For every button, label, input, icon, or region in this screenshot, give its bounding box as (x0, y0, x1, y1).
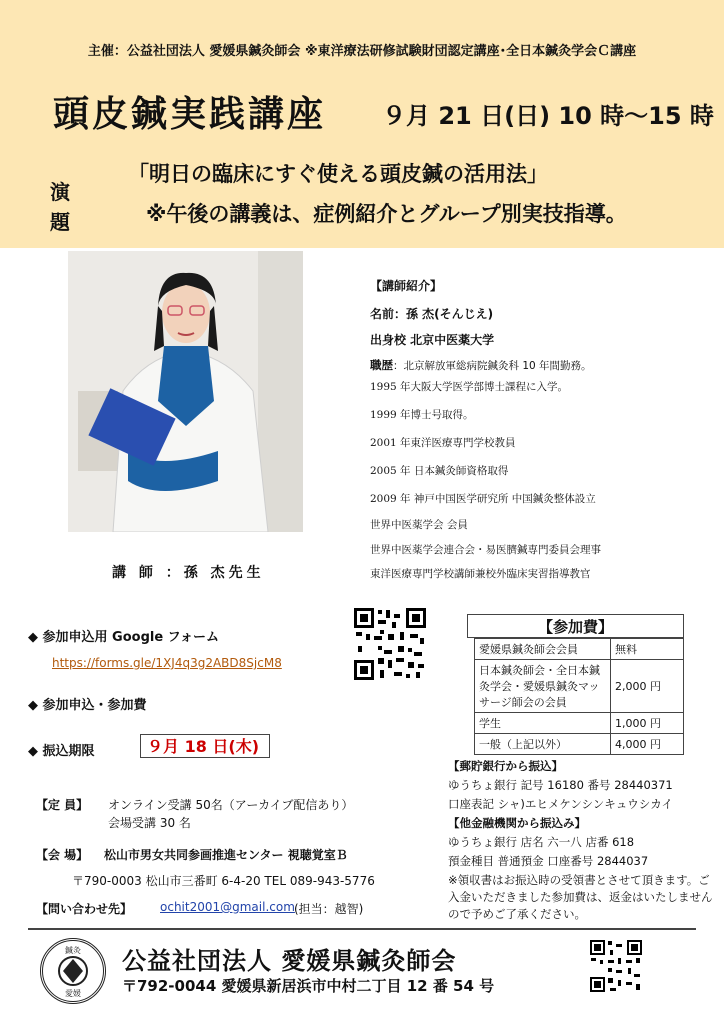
enda-label-1: 演 (50, 180, 70, 204)
venue-label: 【会 場】 (36, 848, 89, 862)
lecture-note: ※午後の講義は、症例紹介とグループ別実技指導。 (146, 202, 627, 226)
capacity-label: 【定 員】 (36, 798, 89, 812)
course-date: ９月 21 日(日) 10 時～15 時 (382, 102, 714, 130)
history-item: 2009 年 神戸中国医学研究所 中国鍼灸整体設立 (370, 493, 596, 505)
postal-line-1: ゆうちょ銀行 記号 16180 番号 28440371 (448, 778, 673, 792)
table-row (475, 713, 684, 734)
google-form-label: ◆ 参加申込用 Google フォーム (28, 630, 220, 645)
association-address: 〒792-0044 愛媛県新居浜市中村二丁目 12 番 54 号 (122, 977, 495, 995)
history-item: 世界中医薬学会 会員 (370, 519, 468, 531)
capacity-online: オンライン受講 50名（アーカイブ配信あり） (108, 798, 354, 812)
qr-code-icon[interactable] (352, 606, 428, 682)
refund-notice-2: 入金いただきました参加費は、返金はいたしません (448, 890, 713, 904)
fee-category: 学生 (475, 713, 611, 734)
fee-category: 日本鍼灸師会・全日本鍼灸学会・愛媛県鍼灸マッサージ師会の会員 (475, 660, 611, 713)
fee-price: 無料 (611, 639, 684, 660)
enda-label-2: 題 (50, 210, 70, 234)
refund-notice-3: ので予めご了承ください。 (448, 907, 586, 921)
profile-heading: 【講師紹介】 (370, 279, 443, 293)
course-title: 頭皮鍼実践講座 (53, 94, 327, 135)
fee-table (474, 638, 684, 755)
profile-school: 出身校 北京中医薬大学 (370, 333, 495, 347)
association-logo (40, 938, 106, 1004)
capacity-venue: 会場受講 30 名 (108, 816, 191, 830)
career-first: ：北京解放軍総病院鍼灸科 10 年間勤務。 (393, 360, 592, 372)
other-bank-line-1: ゆうちょ銀行 店名 六一八 店番 618 (448, 835, 635, 849)
postal-line-2: 口座表記 シャ)エヒメケンシンキュウシカイ (448, 797, 673, 811)
deadline-date: ９月 18 日(木) (140, 734, 270, 758)
fee-title: 【参加費】 (467, 614, 684, 638)
venue-address: 〒790-0003 松山市三番町 6-4-20 TEL 089-943-5776 (72, 874, 375, 888)
contact-email-link[interactable]: ochit2001@gmail.com (160, 900, 295, 914)
history-item: 2001 年東洋医療専門学校教員 (370, 437, 516, 449)
fee-price: 1,000 円 (611, 713, 684, 734)
footer-qr-code-icon[interactable] (588, 938, 644, 994)
history-item: 2005 年 日本鍼灸師資格取得 (370, 465, 509, 477)
sponsor-line: 主催：公益社団法人 愛媛県鍼灸師会 ※東洋療法研修試験財団認定講座･全日本鍼灸学会Ｃ講座 (87, 44, 637, 59)
postal-heading: 【郵貯銀行から振込】 (448, 759, 563, 773)
lecture-theme: 「明日の臨床にすぐ使える頭皮鍼の活用法」 (128, 162, 548, 186)
venue-name: 松山市男女共同参画推進センター 視聴覚室Ｂ (104, 848, 348, 862)
logo-emblem-icon (43, 941, 103, 1001)
history-item: 東洋医療専門学校講師兼校外臨床実習指導教官 (370, 568, 591, 580)
fee-price: 4,000 円 (611, 734, 684, 755)
other-bank-heading: 【他金融機関から振込み】 (448, 816, 586, 830)
fee-price: 2,000 円 (611, 660, 684, 713)
deadline-label: ◆ 振込期限 (28, 744, 95, 759)
other-bank-line-2: 預金種目 普通預金 口座番号 2844037 (448, 854, 649, 868)
svg-text:愛媛: 愛媛 (65, 989, 81, 998)
history-item: 1995 年大阪大学医学部博士課程に入学。 (370, 381, 569, 393)
svg-text:鍼灸: 鍼灸 (65, 946, 81, 955)
contact-person: (担当：越智) (294, 902, 364, 916)
career-label: 職歴 (370, 358, 393, 372)
lecturer-photo (68, 251, 303, 532)
table-row (475, 639, 684, 660)
profile-career (370, 357, 592, 373)
apply-fee-label: ◆ 参加申込・参加費 (28, 698, 147, 713)
history-item: 1999 年博士号取得。 (370, 409, 474, 421)
contact-label: 【問い合わせ先】 (36, 902, 133, 916)
lecturer-illustration (68, 251, 303, 532)
lecturer-caption: 講 師 ：孫 杰先生 (112, 565, 265, 581)
google-form-link[interactable]: https://forms.gle/1XJ4q3g2ABD8SjcM8 (52, 656, 282, 670)
fee-category: 一般（上記以外） (475, 734, 611, 755)
refund-notice-1: ※領収書はお振込時の受領書とさせて頂きます。ご (448, 873, 710, 887)
fee-category: 愛媛県鍼灸師会会員 (475, 639, 611, 660)
table-row (475, 660, 684, 713)
footer-divider (28, 928, 696, 930)
association-name: 公益社団法人 愛媛県鍼灸師会 (122, 947, 457, 975)
profile-name: 名前：孫 杰(そんじえ) (370, 307, 494, 321)
history-item: 世界中医薬学会連合会・易医臍鍼専門委員会理事 (370, 544, 601, 556)
table-row (475, 734, 684, 755)
